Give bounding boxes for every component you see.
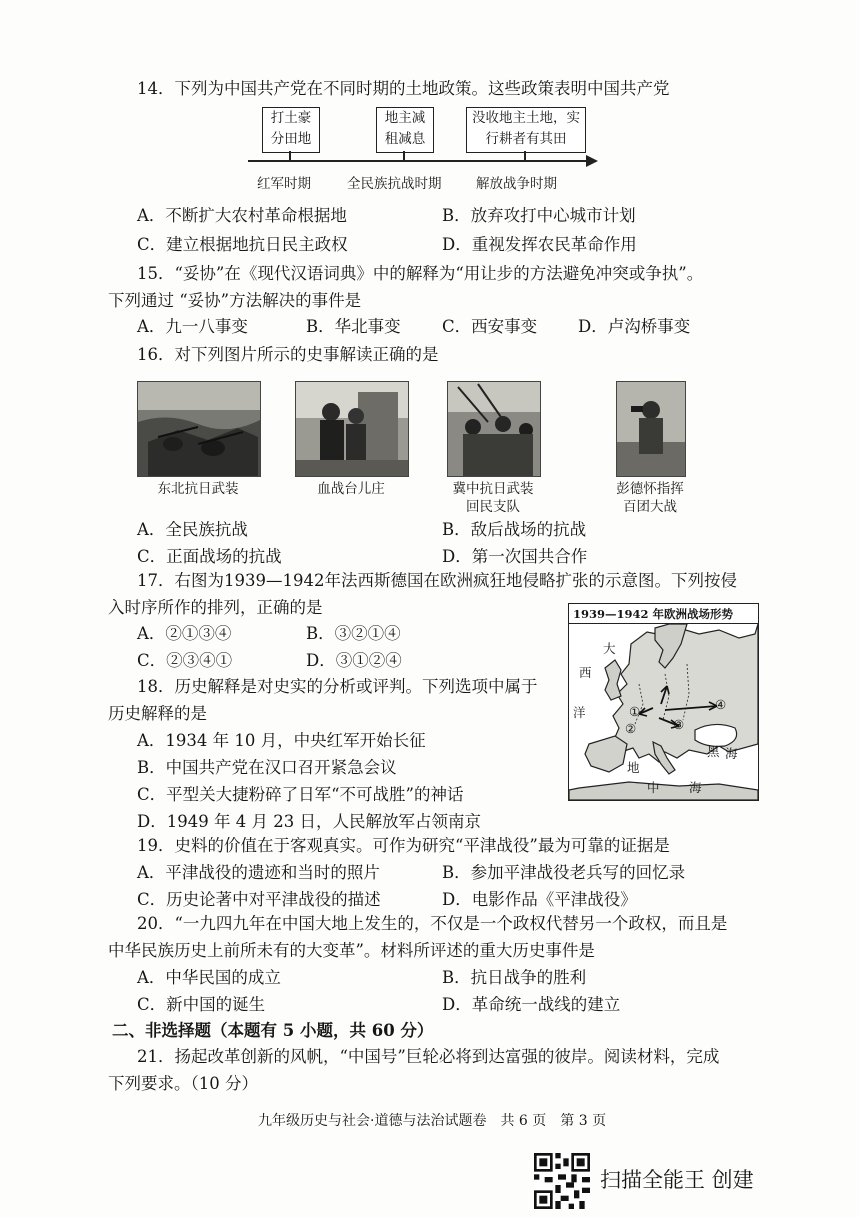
q17-stem-line2: 入时序所作的排列，正确的是: [108, 598, 323, 617]
q18-option-a: A．1934 年 10 月，中央红军开始长征: [137, 731, 426, 750]
q20-option-c: C．新中国的诞生: [137, 995, 266, 1014]
page-footer: 九年级历史与社会·道德与法治试题卷 共 6 页 第 3 页: [258, 1113, 607, 1129]
caption-3: [423, 480, 563, 516]
map-label-med-3: 海: [689, 780, 702, 795]
q20-option-d: D．革命统一战线的建立: [442, 995, 621, 1014]
timeline-period-2: 全民族抗战时期: [347, 176, 442, 192]
q14-option-c: C．建立根据地抗日民主政权: [137, 235, 348, 254]
caption-4: [580, 480, 720, 516]
timeline-box-3-line1: 没收地主土地，实: [472, 110, 580, 126]
q20-stem-line2: 中华民族历史上前所未有的大变革”。材料所评述的重大历史事件是: [108, 941, 595, 960]
q16-option-c: C．正面战场的抗战: [137, 547, 282, 566]
caption-2-line1: 血战台儿庄: [317, 481, 385, 497]
q18-stem-line2: 历史解释的是: [108, 704, 207, 723]
scanner-watermark: 扫描全能王 创建: [600, 1168, 754, 1192]
timeline-period-1: 红军时期: [257, 176, 311, 192]
q14-stem: 14．下列为中国共产党在不同时期的土地政策。这些政策表明中国共产党: [137, 79, 670, 98]
map-label-med-1: 地: [627, 760, 640, 775]
q19-option-c: C．历史论著中对平津战役的描述: [137, 890, 381, 909]
q15-option-a: A．九一八事变: [137, 317, 248, 336]
q14-option-a: A．不断扩大农村革命根据地: [137, 206, 347, 225]
caption-1-line1: 东北抗日武装: [157, 481, 239, 497]
map-marker-3: ③: [673, 717, 685, 732]
q21-stem-line1: 21．扬起改革创新的风帆，“中国号”巨轮必将到达富强的彼岸。阅读材料，完成: [137, 1047, 720, 1066]
q14-option-b: B．放弃攻打中心城市计划: [442, 206, 636, 225]
q19-option-d: D．电影作品《平津战役》: [442, 890, 637, 909]
q15-stem-line2: 下列通过 “妥协”方法解决的事件是: [108, 291, 362, 310]
map-label-black-sea-2: 海: [725, 746, 738, 761]
map-label-atlantic-1: 大: [603, 641, 616, 656]
map-marker-4: ④: [715, 697, 727, 712]
caption-1: [128, 480, 268, 498]
timeline-box-2-line1: 地主减: [384, 110, 426, 126]
q16-option-d: D．第一次国共合作: [442, 547, 588, 566]
q19-option-b: B．参加平津战役老兵写的回忆录: [442, 863, 686, 882]
caption-3-line1: 冀中抗日武装: [452, 481, 534, 497]
europe-war-map: [568, 603, 759, 801]
caption-2: [281, 480, 421, 498]
q14-option-d: D．重视发挥农民革命作用: [442, 235, 637, 254]
q19-stem: 19．史料的价值在于客观真实。可作为研究“平津战役”最为可靠的证据是: [137, 836, 670, 855]
timeline-arrow-icon: [586, 155, 598, 167]
photo-taierzhuang: [295, 381, 409, 477]
map-label-atlantic-3: 洋: [573, 705, 586, 720]
timeline-box-2: [376, 107, 434, 153]
q15-option-c: C．西安事变: [442, 317, 538, 336]
map-marker-1: ①: [629, 704, 641, 719]
map-label-med-2: 中: [647, 780, 660, 795]
q15-option-b: B．华北事变: [306, 317, 401, 336]
q17-stem-line1: 17．右图为1939—1942年法西斯德国在欧洲疯狂地侵略扩张的示意图。下列按侵: [137, 571, 737, 590]
q20-option-b: B．抗日战争的胜利: [442, 968, 587, 987]
q21-stem-line2: 下列要求。（10 分）: [108, 1074, 258, 1093]
q20-stem-line1: 20．“一九四九年在中国大地上发生的，不仅是一个政权代替另一个政权，而且是: [137, 914, 728, 933]
section-heading: 二、非选择题（本题有 5 小题，共 60 分）: [112, 1021, 434, 1040]
photo-northeast-resistance: [137, 381, 261, 477]
timeline-period-3: 解放战争时期: [476, 176, 557, 192]
timeline-box-2-line2: 租减息: [384, 131, 426, 147]
caption-3-line2: 回民支队: [466, 499, 520, 515]
timeline-axis: [248, 160, 588, 162]
map-label-black-sea-1: 黑: [707, 744, 720, 759]
q17-option-a: A．②①③④: [137, 624, 232, 643]
q16-option-a: A．全民族抗战: [137, 520, 248, 539]
q17-option-b: B．③②①④: [306, 624, 401, 643]
caption-4-line1: 彭德怀指挥: [616, 481, 684, 497]
q18-stem-line1: 18．历史解释是对史实的分析或评判。下列选项中属于: [137, 677, 538, 696]
photo-peng-dehuai: [616, 381, 686, 477]
timeline-box-3: [466, 107, 586, 153]
timeline-box-1-line1: 打土豪: [270, 110, 312, 126]
q17-option-d: D．③①②④: [306, 651, 402, 670]
photo-hui-detachment: [447, 381, 541, 477]
timeline-box-1: [262, 107, 320, 153]
q18-option-c: C．平型关大捷粉碎了日军“不可战胜”的神话: [137, 785, 464, 804]
map-title: 1939—1942 年欧洲战场形势: [569, 604, 758, 624]
q15-stem-line1: 15．“妥协”在《现代汉语词典》中的解释为“用让步的方法避免冲突或争执”。: [137, 264, 704, 283]
timeline-box-1-line2: 分田地: [270, 131, 312, 147]
qr-code-icon: [534, 1153, 590, 1209]
q18-option-d: D．1949 年 4 月 23 日，人民解放军占领南京: [137, 812, 481, 831]
map-marker-2: ②: [625, 721, 637, 736]
caption-4-line2: 百团大战: [623, 499, 677, 515]
q17-option-c: C．②③④①: [137, 651, 233, 670]
q16-option-b: B．敌后战场的抗战: [442, 520, 587, 539]
q16-stem: 16．对下列图片所示的史事解读正确的是: [137, 345, 439, 364]
q18-option-b: B．中国共产党在汉口召开紧急会议: [137, 758, 397, 777]
europe-map-drawing: [569, 624, 758, 800]
timeline-box-3-line2: 行耕者有其田: [485, 131, 567, 147]
q15-option-d: D．卢沟桥事变: [578, 317, 691, 336]
map-label-atlantic-2: 西: [579, 665, 592, 680]
q19-option-a: A．平津战役的遗迹和当时的照片: [137, 863, 380, 882]
q20-option-a: A．中华民国的成立: [137, 968, 281, 987]
